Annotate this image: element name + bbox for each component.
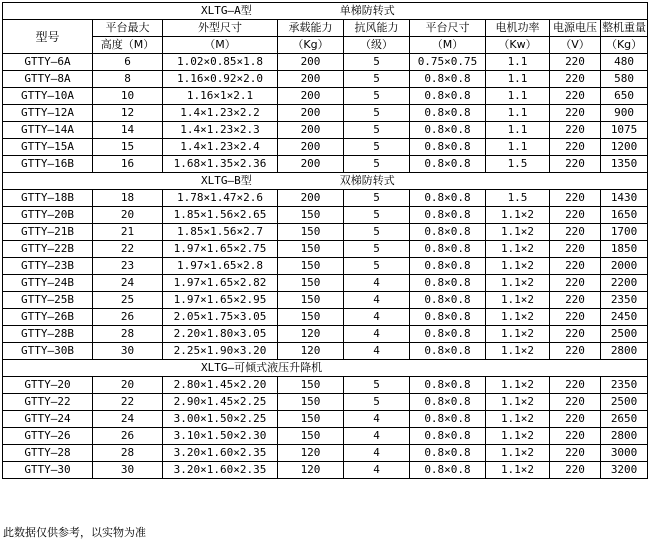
cell-voltage: 220 — [550, 275, 601, 292]
cell-weight: 2450 — [601, 309, 648, 326]
cell-load: 120 — [278, 462, 344, 479]
cell-voltage: 220 — [550, 428, 601, 445]
cell-motor: 1.1×2 — [486, 207, 550, 224]
section-suffix: 单梯防转式 — [339, 4, 395, 17]
disclaimer-note: 此数据仅供参考，以实物为准 — [3, 526, 146, 539]
cell-size: 1.97×1.65×2.95 — [163, 292, 278, 309]
cell-size: 1.78×1.47×2.6 — [163, 190, 278, 207]
table-row — [3, 190, 648, 207]
cell-model: GTTY—30B — [3, 343, 93, 360]
cell-size: 1.68×1.35×2.36 — [163, 156, 278, 173]
cell-platform: 0.8×0.8 — [410, 156, 486, 173]
header-weight-unit: （Kg） — [601, 37, 648, 54]
cell-voltage: 220 — [550, 190, 601, 207]
header-voltage: 电源电压 — [550, 20, 601, 37]
cell-height: 6 — [93, 54, 163, 71]
cell-model: GTTY—8A — [3, 71, 93, 88]
cell-voltage: 220 — [550, 71, 601, 88]
cell-platform: 0.8×0.8 — [410, 343, 486, 360]
cell-motor: 1.5 — [486, 156, 550, 173]
table-row — [3, 207, 648, 224]
cell-weight: 1350 — [601, 156, 648, 173]
table-row — [3, 88, 648, 105]
table-row — [3, 292, 648, 309]
cell-weight: 2350 — [601, 377, 648, 394]
cell-wind: 5 — [344, 139, 410, 156]
cell-voltage: 220 — [550, 241, 601, 258]
cell-platform: 0.8×0.8 — [410, 105, 486, 122]
cell-load: 150 — [278, 258, 344, 275]
cell-size: 1.16×1×2.1 — [163, 88, 278, 105]
cell-model: GTTY—28 — [3, 445, 93, 462]
cell-platform: 0.8×0.8 — [410, 258, 486, 275]
cell-size: 1.4×1.23×2.3 — [163, 122, 278, 139]
cell-wind: 4 — [344, 411, 410, 428]
header-wind: 抗风能力 — [344, 20, 410, 37]
table-row — [3, 71, 648, 88]
cell-load: 150 — [278, 292, 344, 309]
cell-motor: 1.1×2 — [486, 326, 550, 343]
cell-load: 150 — [278, 224, 344, 241]
table-row — [3, 309, 648, 326]
cell-weight: 2500 — [601, 394, 648, 411]
cell-motor: 1.1 — [486, 105, 550, 122]
cell-height: 26 — [93, 428, 163, 445]
cell-model: GTTY—15A — [3, 139, 93, 156]
header-model: 型号 — [3, 20, 93, 54]
cell-load: 150 — [278, 241, 344, 258]
cell-model: GTTY—20B — [3, 207, 93, 224]
cell-voltage: 220 — [550, 462, 601, 479]
cell-weight: 2000 — [601, 258, 648, 275]
cell-platform: 0.8×0.8 — [410, 224, 486, 241]
table-row — [3, 428, 648, 445]
table-row — [3, 241, 648, 258]
cell-voltage: 220 — [550, 377, 601, 394]
cell-weight: 580 — [601, 71, 648, 88]
cell-wind: 5 — [344, 54, 410, 71]
cell-wind: 4 — [344, 309, 410, 326]
cell-voltage: 220 — [550, 343, 601, 360]
cell-height: 22 — [93, 241, 163, 258]
cell-wind: 5 — [344, 122, 410, 139]
cell-wind: 5 — [344, 190, 410, 207]
cell-wind: 5 — [344, 71, 410, 88]
table-row — [3, 445, 648, 462]
cell-wind: 5 — [344, 156, 410, 173]
cell-weight: 900 — [601, 105, 648, 122]
cell-voltage: 220 — [550, 54, 601, 71]
cell-size: 1.4×1.23×2.2 — [163, 105, 278, 122]
cell-height: 28 — [93, 445, 163, 462]
cell-motor: 1.1×2 — [486, 377, 550, 394]
cell-weight: 1200 — [601, 139, 648, 156]
cell-load: 200 — [278, 71, 344, 88]
cell-motor: 1.1×2 — [486, 309, 550, 326]
cell-height: 25 — [93, 292, 163, 309]
cell-size: 2.80×1.45×2.20 — [163, 377, 278, 394]
cell-wind: 4 — [344, 428, 410, 445]
cell-motor: 1.1×2 — [486, 394, 550, 411]
header-row-bottom — [3, 37, 648, 54]
cell-weight: 2800 — [601, 428, 648, 445]
cell-motor: 1.1×2 — [486, 258, 550, 275]
cell-load: 200 — [278, 122, 344, 139]
cell-voltage: 220 — [550, 207, 601, 224]
cell-load: 150 — [278, 377, 344, 394]
cell-weight: 2200 — [601, 275, 648, 292]
cell-model: GTTY—10A — [3, 88, 93, 105]
cell-motor: 1.1 — [486, 122, 550, 139]
cell-load: 150 — [278, 207, 344, 224]
cell-weight: 1850 — [601, 241, 648, 258]
cell-weight: 1075 — [601, 122, 648, 139]
cell-platform: 0.8×0.8 — [410, 275, 486, 292]
table-row — [3, 54, 648, 71]
cell-weight: 3000 — [601, 445, 648, 462]
cell-motor: 1.1×2 — [486, 241, 550, 258]
cell-motor: 1.1×2 — [486, 343, 550, 360]
section-prefix: XLTG—A型 — [201, 4, 252, 17]
cell-model: GTTY—6A — [3, 54, 93, 71]
cell-model: GTTY—25B — [3, 292, 93, 309]
cell-load: 150 — [278, 428, 344, 445]
cell-height: 30 — [93, 462, 163, 479]
cell-voltage: 220 — [550, 394, 601, 411]
cell-model: GTTY—20 — [3, 377, 93, 394]
cell-size: 1.97×1.65×2.8 — [163, 258, 278, 275]
cell-size: 2.20×1.80×3.05 — [163, 326, 278, 343]
cell-load: 200 — [278, 54, 344, 71]
table-row — [3, 224, 648, 241]
cell-height: 14 — [93, 122, 163, 139]
section-title — [3, 3, 648, 20]
cell-voltage: 220 — [550, 122, 601, 139]
table-row — [3, 326, 648, 343]
cell-wind: 4 — [344, 462, 410, 479]
cell-height: 10 — [93, 88, 163, 105]
cell-motor: 1.5 — [486, 190, 550, 207]
table-row — [3, 156, 648, 173]
cell-platform: 0.8×0.8 — [410, 122, 486, 139]
table-row — [3, 275, 648, 292]
cell-load: 150 — [278, 411, 344, 428]
cell-weight: 1700 — [601, 224, 648, 241]
cell-platform: 0.8×0.8 — [410, 292, 486, 309]
cell-motor: 1.1 — [486, 54, 550, 71]
cell-size: 2.25×1.90×3.20 — [163, 343, 278, 360]
cell-model: GTTY—30 — [3, 462, 93, 479]
cell-load: 200 — [278, 139, 344, 156]
cell-size: 1.02×0.85×1.8 — [163, 54, 278, 71]
cell-model: GTTY—23B — [3, 258, 93, 275]
cell-platform: 0.8×0.8 — [410, 207, 486, 224]
spec-table-body — [3, 3, 648, 479]
cell-load: 150 — [278, 275, 344, 292]
cell-height: 16 — [93, 156, 163, 173]
spec-table — [2, 2, 648, 479]
cell-platform: 0.8×0.8 — [410, 462, 486, 479]
cell-voltage: 220 — [550, 88, 601, 105]
cell-height: 18 — [93, 190, 163, 207]
cell-voltage: 220 — [550, 224, 601, 241]
cell-height: 21 — [93, 224, 163, 241]
cell-voltage: 220 — [550, 139, 601, 156]
cell-model: GTTY—28B — [3, 326, 93, 343]
cell-height: 20 — [93, 207, 163, 224]
cell-model: GTTY—18B — [3, 190, 93, 207]
header-wind-unit: （级） — [344, 37, 410, 54]
cell-model: GTTY—24B — [3, 275, 93, 292]
cell-voltage: 220 — [550, 445, 601, 462]
cell-size: 3.20×1.60×2.35 — [163, 462, 278, 479]
header-motor-unit: （Kw） — [486, 37, 550, 54]
table-row — [3, 258, 648, 275]
cell-wind: 5 — [344, 241, 410, 258]
cell-wind: 4 — [344, 445, 410, 462]
cell-weight: 2800 — [601, 343, 648, 360]
cell-platform: 0.8×0.8 — [410, 71, 486, 88]
cell-wind: 4 — [344, 343, 410, 360]
cell-weight: 480 — [601, 54, 648, 71]
cell-model: GTTY—26B — [3, 309, 93, 326]
cell-load: 120 — [278, 445, 344, 462]
cell-wind: 5 — [344, 88, 410, 105]
cell-wind: 5 — [344, 105, 410, 122]
cell-wind: 5 — [344, 207, 410, 224]
cell-height: 24 — [93, 275, 163, 292]
cell-load: 120 — [278, 343, 344, 360]
cell-load: 150 — [278, 309, 344, 326]
cell-load: 200 — [278, 88, 344, 105]
cell-platform: 0.8×0.8 — [410, 377, 486, 394]
cell-platform: 0.8×0.8 — [410, 394, 486, 411]
table-row — [3, 377, 648, 394]
cell-platform: 0.75×0.75 — [410, 54, 486, 71]
cell-motor: 1.1×2 — [486, 224, 550, 241]
cell-model: GTTY—26 — [3, 428, 93, 445]
cell-height: 22 — [93, 394, 163, 411]
cell-size: 1.4×1.23×2.4 — [163, 139, 278, 156]
cell-weight: 2650 — [601, 411, 648, 428]
cell-weight: 2350 — [601, 292, 648, 309]
header-height-unit: 高度（M） — [93, 37, 163, 54]
cell-size: 3.10×1.50×2.30 — [163, 428, 278, 445]
cell-weight: 3200 — [601, 462, 648, 479]
cell-model: GTTY—14A — [3, 122, 93, 139]
cell-size: 1.85×1.56×2.7 — [163, 224, 278, 241]
table-row — [3, 105, 648, 122]
cell-weight: 1430 — [601, 190, 648, 207]
cell-platform: 0.8×0.8 — [410, 88, 486, 105]
cell-motor: 1.1×2 — [486, 275, 550, 292]
table-row — [3, 394, 648, 411]
cell-weight: 1650 — [601, 207, 648, 224]
section-prefix: XLTG—可倾式液压升降机 — [201, 361, 323, 374]
cell-height: 8 — [93, 71, 163, 88]
cell-wind: 4 — [344, 275, 410, 292]
header-size-unit: （M） — [163, 37, 278, 54]
table-row — [3, 122, 648, 139]
cell-height: 26 — [93, 309, 163, 326]
cell-motor: 1.1×2 — [486, 462, 550, 479]
cell-platform: 0.8×0.8 — [410, 241, 486, 258]
cell-load: 200 — [278, 190, 344, 207]
cell-load: 200 — [278, 156, 344, 173]
table-row — [3, 462, 648, 479]
cell-height: 24 — [93, 411, 163, 428]
header-row-top — [3, 20, 648, 37]
cell-model: GTTY—22 — [3, 394, 93, 411]
cell-motor: 1.1 — [486, 71, 550, 88]
cell-motor: 1.1×2 — [486, 428, 550, 445]
cell-voltage: 220 — [550, 156, 601, 173]
cell-size: 3.20×1.60×2.35 — [163, 445, 278, 462]
cell-voltage: 220 — [550, 105, 601, 122]
cell-size: 1.85×1.56×2.65 — [163, 207, 278, 224]
cell-size: 1.16×0.92×2.0 — [163, 71, 278, 88]
cell-wind: 4 — [344, 326, 410, 343]
cell-model: GTTY—16B — [3, 156, 93, 173]
header-height: 平台最大 — [93, 20, 163, 37]
cell-voltage: 220 — [550, 258, 601, 275]
cell-height: 23 — [93, 258, 163, 275]
cell-height: 15 — [93, 139, 163, 156]
header-motor: 电机功率 — [486, 20, 550, 37]
section-title — [3, 360, 648, 377]
cell-weight: 650 — [601, 88, 648, 105]
cell-voltage: 220 — [550, 326, 601, 343]
cell-motor: 1.1×2 — [486, 292, 550, 309]
cell-weight: 2500 — [601, 326, 648, 343]
cell-size: 2.90×1.45×2.25 — [163, 394, 278, 411]
section-prefix: XLTG—B型 — [201, 174, 252, 187]
header-load-unit: （Kg） — [278, 37, 344, 54]
cell-platform: 0.8×0.8 — [410, 309, 486, 326]
section-suffix: 双梯防转式 — [339, 174, 395, 187]
cell-height: 12 — [93, 105, 163, 122]
table-row — [3, 139, 648, 156]
cell-wind: 4 — [344, 292, 410, 309]
cell-platform: 0.8×0.8 — [410, 139, 486, 156]
cell-voltage: 220 — [550, 292, 601, 309]
cell-load: 120 — [278, 326, 344, 343]
table-row — [3, 411, 648, 428]
cell-wind: 5 — [344, 394, 410, 411]
cell-wind: 5 — [344, 377, 410, 394]
cell-platform: 0.8×0.8 — [410, 411, 486, 428]
cell-size: 1.97×1.65×2.75 — [163, 241, 278, 258]
cell-model: GTTY—22B — [3, 241, 93, 258]
cell-platform: 0.8×0.8 — [410, 190, 486, 207]
header-weight: 整机重量 — [601, 20, 648, 37]
header-voltage-unit: （V） — [550, 37, 601, 54]
cell-motor: 1.1×2 — [486, 445, 550, 462]
cell-motor: 1.1×2 — [486, 411, 550, 428]
cell-load: 200 — [278, 105, 344, 122]
cell-height: 20 — [93, 377, 163, 394]
cell-voltage: 220 — [550, 411, 601, 428]
section-title — [3, 173, 648, 190]
cell-model: GTTY—24 — [3, 411, 93, 428]
cell-platform: 0.8×0.8 — [410, 428, 486, 445]
cell-wind: 5 — [344, 258, 410, 275]
cell-voltage: 220 — [550, 309, 601, 326]
cell-height: 28 — [93, 326, 163, 343]
table-row — [3, 343, 648, 360]
section-row — [3, 173, 648, 190]
cell-size: 2.05×1.75×3.05 — [163, 309, 278, 326]
cell-motor: 1.1 — [486, 139, 550, 156]
cell-platform: 0.8×0.8 — [410, 445, 486, 462]
cell-size: 1.97×1.65×2.82 — [163, 275, 278, 292]
cell-size: 3.00×1.50×2.25 — [163, 411, 278, 428]
section-row — [3, 360, 648, 377]
cell-wind: 5 — [344, 224, 410, 241]
cell-load: 150 — [278, 394, 344, 411]
header-size: 外型尺寸 — [163, 20, 278, 37]
cell-platform: 0.8×0.8 — [410, 326, 486, 343]
header-platform: 平台尺寸 — [410, 20, 486, 37]
cell-height: 30 — [93, 343, 163, 360]
section-row — [3, 3, 648, 20]
header-load: 承载能力 — [278, 20, 344, 37]
cell-motor: 1.1 — [486, 88, 550, 105]
cell-model: GTTY—12A — [3, 105, 93, 122]
header-platform-unit: （M） — [410, 37, 486, 54]
cell-model: GTTY—21B — [3, 224, 93, 241]
